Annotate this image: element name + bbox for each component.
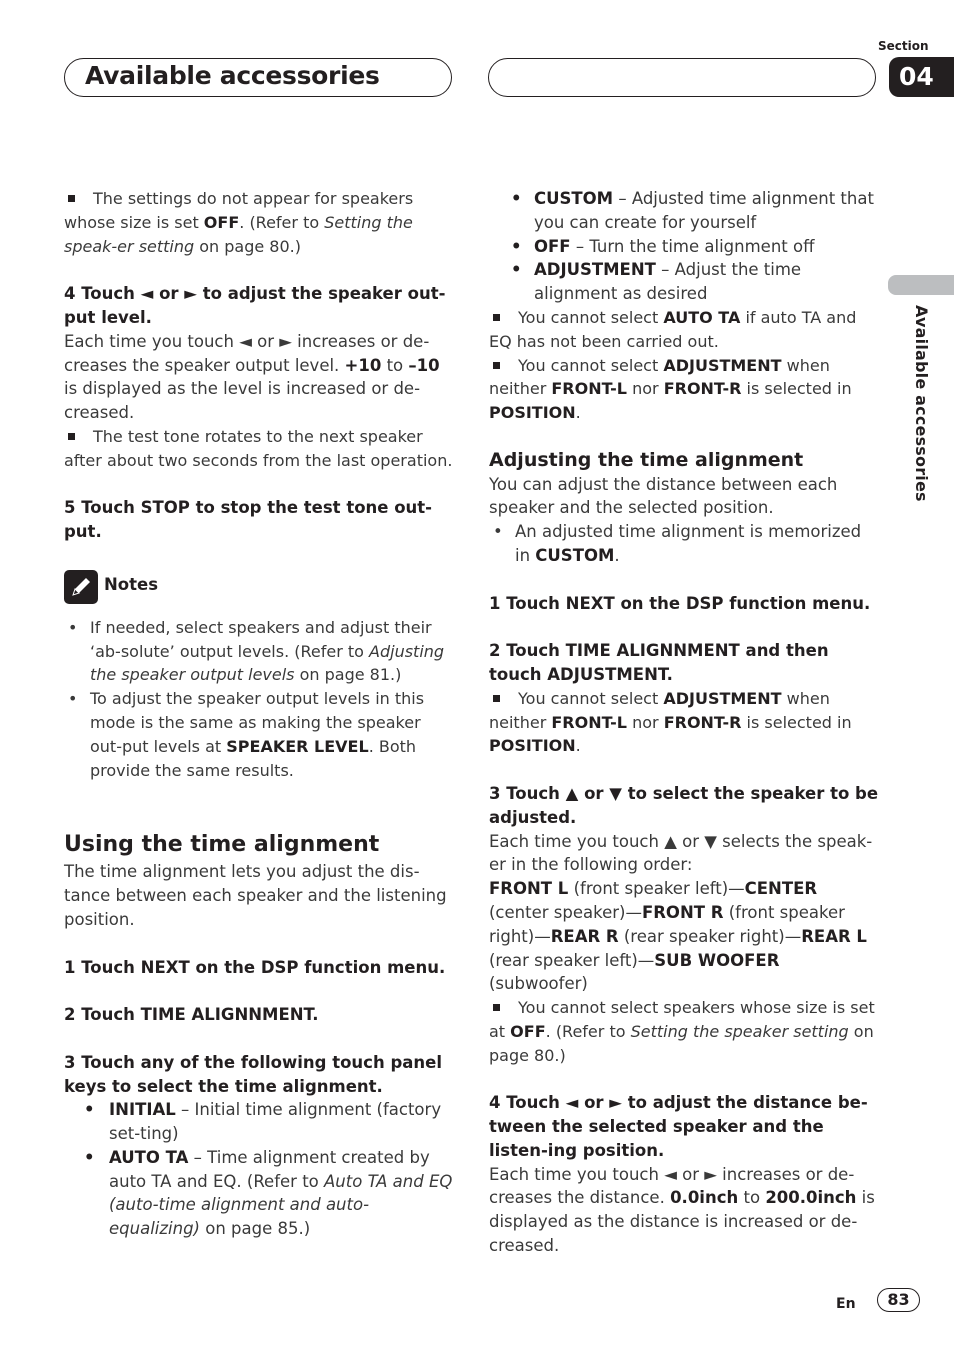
section-intro: The time alignment lets you adjust the dis-tance between each speaker and the listening position. <box>64 862 447 929</box>
left-column <box>64 187 456 1241</box>
step5-heading: 5 Touch STOP to stop the test tone out-put. <box>64 498 433 542</box>
notes-item-2: • To adjust the speaker output levels in this mode is the same as making the speaker out-put levels at SPEAKER LEVEL. Both provide the same results. <box>68 689 425 780</box>
square-bullet-icon <box>68 433 75 440</box>
option-auto-ta: • AUTO TA – Time alignment created by auto TA and EQ. (Refer to Auto TA and EQ (auto-time alignment and auto-equalizing) on page 85.) <box>84 1147 453 1239</box>
intro-note: The settings do not appear for speakers whose size is set OFF. (Refer to Setting the speak-er setting on page 80.) <box>64 189 414 256</box>
right-column <box>489 187 879 1258</box>
step4-note: The test tone rotates to the next speaker after about two seconds from the last operation. <box>64 426 453 470</box>
notes-header <box>64 570 456 604</box>
adjust-step3-body: Each time you touch ▲ or ▼ selects the speak-er in the following order: <box>489 831 873 875</box>
page-title: Available accessories <box>85 61 380 90</box>
step4-body: Each time you touch ◄ or ► increases or de-creases the speaker output level. +10 to –10 is displayed as the level is increased or de-creased. <box>64 331 440 423</box>
subsection-bullet: • An adjusted time alignment is memorized in CUSTOM. <box>493 522 862 565</box>
speaker-order: FRONT L (front speaker left)—CENTER (center speaker)—FRONT R (front speaker right)—REAR R (rear speaker right)—REAR L (rear speaker left)—SUB WOOFER (subwoofer) <box>489 879 867 994</box>
option-off: • OFF – Turn the time alignment off <box>511 236 815 256</box>
square-bullet-icon <box>493 1004 500 1011</box>
header-blank-frame <box>488 58 876 97</box>
time-step2: 2 Touch TIME ALIGNNMENT. <box>64 1005 319 1025</box>
option-custom: • CUSTOM – Adjusted time alignment that you can create for yourself <box>511 189 874 232</box>
notes-item-1: • If needed, select speakers and adjust their ‘ab-solute’ output levels. (Refer to Adjusting the speaker output levels on page 81.) <box>68 617 445 685</box>
subsection-intro: You can adjust the distance between each speaker and the selected position. <box>489 474 838 518</box>
page-number: 83 <box>877 1288 920 1312</box>
adjust-step3: 3 Touch ▲ or ▼ to select the speaker to be adjusted. <box>489 783 879 827</box>
title-frame <box>64 58 452 97</box>
note-auto-ta: You cannot select AUTO TA if auto TA and EQ has not been carried out. <box>489 307 857 351</box>
side-tab-label: Available accessories <box>912 305 931 502</box>
pencil-icon <box>64 570 98 604</box>
side-tab-marker <box>888 275 954 295</box>
option-initial: • INITIAL – Initial time alignment (factory set-ting) <box>84 1100 442 1144</box>
step4-heading: 4 Touch ◄ or ► to adjust the speaker out-put level. <box>64 284 446 327</box>
adjust-step4: 4 Touch ◄ or ► to adjust the distance be-tween the selected speaker and the listen-ing position. <box>489 1093 868 1160</box>
note-adjustment-2: You cannot select ADJUSTMENT when neither FRONT-L nor FRONT-R is selected in POSITION. <box>489 688 852 756</box>
option-adjustment: • ADJUSTMENT – Adjust the time alignment as desired <box>511 260 802 304</box>
adjust-step2: 2 Touch TIME ALIGNNMENT and then touch ADJUSTMENT. <box>489 641 829 684</box>
section-number: 04 <box>889 57 954 97</box>
square-bullet-icon <box>493 695 500 702</box>
square-bullet-icon <box>68 195 75 202</box>
section-heading: Using the time alignment <box>64 832 380 858</box>
section-label: Section <box>878 39 929 53</box>
notes-label: Notes <box>104 574 159 594</box>
adjust-step1: 1 Touch NEXT on the DSP function menu. <box>489 593 871 613</box>
language-label: En <box>836 1296 856 1312</box>
square-bullet-icon <box>493 362 500 369</box>
subsection-heading: Adjusting the time alignment <box>489 448 804 471</box>
square-bullet-icon <box>493 314 500 321</box>
adjust-step4-body: Each time you touch ◄ or ► increases or de-creases the distance. 0.0inch to 200.0inch is displayed as the distance is increased or de-creased. <box>489 1164 875 1256</box>
time-step3: 3 Touch any of the following touch panel keys to select the time alignment. <box>64 1052 442 1096</box>
note-adjustment: You cannot select ADJUSTMENT when neither FRONT-L nor FRONT-R is selected in POSITION. <box>489 355 852 423</box>
note-size: You cannot select speakers whose size is set at OFF. (Refer to Setting the speaker setting on page 80.) <box>489 998 875 1065</box>
time-step1: 1 Touch NEXT on the DSP function menu. <box>64 957 446 977</box>
